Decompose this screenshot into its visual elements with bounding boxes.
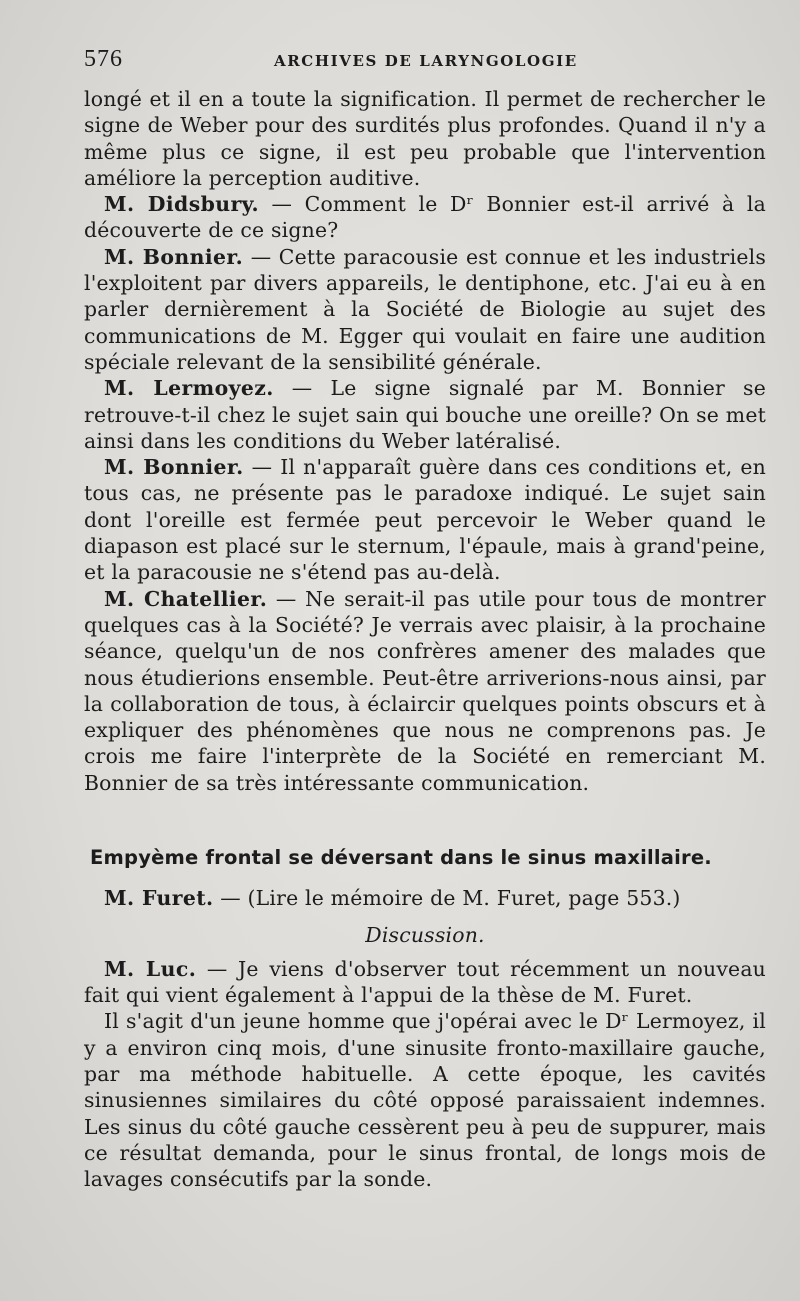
speaker-name: M. Bonnier. [104,455,244,480]
exchange-paragraph [84,375,766,454]
speaker-name: M. Luc. [104,956,197,981]
speech-text: — Ne serait-il pas utile pour tous de montrer quelques cas à la Société? Je verrais avec plaisir, à la prochaine séance, quelqu'un de nos confrères amener des malades que nous étudierions ensemble. Peut-être arriverions-nous ainsi, par la collaboration de tous, à éclaircir quelques points obscurs et à expliquer des phénomènes que nous ne comprenons pas. Je crois me faire l'interprète de la Société en remerciant M. Bonnier de sa très intéressante communication. [84,586,766,795]
speech-text: — Il n'apparaît guère dans ces conditions et, en tous cas, ne présente pas le paradoxe indiqué. Le sujet sain dont l'oreille est fermée peut percevoir le Weber quand le diapason est placé sur le sternum, l'épaule, mais à grand'peine, et la paracousie ne s'étend pas au-delà. [84,455,767,585]
running-title: ARCHIVES DE LARYNGOLOGIE [274,52,578,70]
exchange-paragraph [84,244,766,375]
speaker-name: M. Lermoyez. [104,376,274,401]
discussion-paragraph [84,956,766,1009]
exchange-paragraph [84,454,766,585]
page-header [84,46,760,76]
presenter-text: — (Lire le mémoire de M. Furet, page 553.) [213,886,681,911]
empyeme-section [84,845,766,1193]
speaker-name: M. Didsbury. [104,192,260,217]
speech-text: — Comment le Dʳ Bonnier est-il arrivé à la découverte de ce signe? [84,192,766,243]
speaker-name: M. Bonnier. [104,244,244,269]
continuation-paragraph: longé et il en a toute la signification. Il permet de rechercher le signe de Weber pour des surdités plus profondes. Quand il n'y a même plus ce signe, il est peu probable que l'intervention améliore la perception auditive. [84,87,766,190]
section-heading: Empyème frontal se déversant dans le sinus maxillaire. [90,846,712,869]
speech-text: — Je viens d'observer tout récemment un nouveau fait qui vient également à l'appui de la thèse de M. Furet. [84,956,767,1008]
presenter-paragraph [84,885,766,911]
speaker-name: M. Furet. [104,886,214,911]
speaker-name: M. Chatellier. [104,586,268,611]
discussion-paragraph [84,1008,766,1192]
page-number: 576 [84,46,123,72]
speech-text: — Cette paracousie est connue et les industriels l'exploitent par divers appareils, le dentiphone, etc. J'ai eu à en parler dernièrement à la Société de Biologie au sujet des communications de M. Egger qui voulait en faire une audition spéciale relevant de la sensibilité générale. [84,244,767,374]
discussion-heading: Discussion. [365,922,485,947]
discussion-continuation-block [84,86,766,796]
speech-text: Il s'agit d'un jeune homme que j'opérai avec le Dʳ Lermoyez, il y a environ cinq mois, d'une sinusite fronto-maxillaire gauche, par ma méthode habituelle. A cette époque, les cavités sinusiennes similaires du côté opposé paraissaient indemnes. Les sinus du côté gauche cessèrent peu à peu de suppurer, mais ce résultat demanda, pour le sinus frontal, de longs mois de lavages consécutifs par la sonde. [84,1009,766,1192]
speech-text: — Le signe signalé par M. Bonnier se retrouve-t-il chez le sujet sain qui bouche une oreille? On se met ainsi dans les conditions du Weber latéralisé. [84,376,766,453]
exchange-paragraph [84,586,766,796]
exchange-paragraph [84,191,766,244]
